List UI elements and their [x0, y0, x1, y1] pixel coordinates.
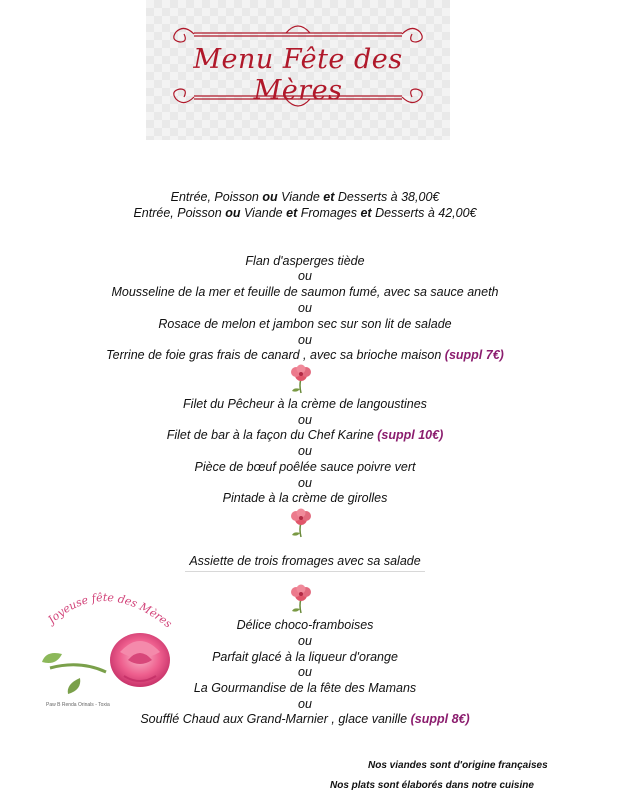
or-separator: ou [298, 665, 312, 679]
supplement-price: (suppl 10€) [377, 428, 444, 442]
card-caption: Paw B Renda Orinals - Toxia [46, 702, 110, 708]
price-line-2 [0, 205, 610, 221]
cheese-item: Assiette de trois fromages avec sa salade [189, 554, 421, 568]
dessert-item [0, 711, 610, 727]
footer-note-kitchen: Nos plats sont élaborés dans notre cuisine [330, 780, 534, 791]
main-course-item-label: Filet de bar à la façon du Chef Karine [166, 428, 378, 442]
or-separator: ou [298, 444, 312, 458]
dessert-item: Parfait glacé à la liqueur d'orange [212, 650, 398, 664]
menu-title: Menu Fête des Mères [193, 44, 403, 106]
header-banner [146, 0, 450, 140]
price-line-2-price: Desserts à 42,00€ [371, 206, 477, 220]
pink-flower-icon [286, 507, 316, 541]
supplement-price: (suppl 7€) [444, 348, 504, 362]
or-separator: ou [298, 476, 312, 490]
entree-item: Flan d'asperges tiède [245, 254, 365, 268]
supplement-price: (suppl 8€) [410, 712, 470, 726]
main-course-item: Filet du Pêcheur à la crème de langoustines [183, 397, 427, 411]
main-course-item [0, 427, 610, 443]
divider [185, 571, 425, 572]
dessert-item: Délice choco-framboises [236, 618, 374, 632]
main-course-item: Pintade à la crème de girolles [222, 491, 388, 505]
or-separator: ou [298, 333, 312, 347]
or-separator: ou [298, 697, 312, 711]
price-line-2-part: Viande [240, 206, 287, 220]
or-separator: ou [298, 269, 312, 283]
dessert-item: La Gourmandise de la fête des Mamans [193, 681, 417, 695]
or-separator: ou [298, 413, 312, 427]
entree-item: Mousseline de la mer et feuille de saumon fumé, avec sa sauce aneth [111, 285, 499, 299]
price-line-2-and: et [286, 206, 298, 220]
price-line-2-part: Fromages [297, 206, 361, 220]
price-line-1-part: Viande [277, 190, 324, 204]
entree-item [0, 347, 610, 363]
footer-note-origin: Nos viandes sont d'origine françaises [368, 760, 548, 771]
price-line-1-and: et [323, 190, 335, 204]
entree-item-label: Terrine de foie gras frais de canard , avec sa brioche maison [106, 348, 445, 362]
price-line-1-price: Desserts à 38,00€ [334, 190, 440, 204]
entree-item: Rosace de melon et jambon sec sur son lit de salade [158, 317, 452, 331]
or-separator: ou [298, 301, 312, 315]
price-line-2-and: et [360, 206, 372, 220]
card-text: Joyeuse fête des Mères [45, 590, 175, 631]
dessert-item-label: Soufflé Chaud aux Grand-Marnier , glace vanille [140, 712, 411, 726]
price-line-2-part: Entrée, Poisson [133, 206, 226, 220]
main-course-item: Pièce de bœuf poêlée sauce poivre vert [194, 460, 416, 474]
pink-flower-icon [286, 583, 316, 617]
price-line-2-or: ou [225, 206, 241, 220]
pink-flower-icon [286, 363, 316, 397]
or-separator: ou [298, 634, 312, 648]
price-line-1-or: ou [262, 190, 278, 204]
price-line-1 [0, 189, 610, 205]
price-line-1-part: Entrée, Poisson [170, 190, 263, 204]
